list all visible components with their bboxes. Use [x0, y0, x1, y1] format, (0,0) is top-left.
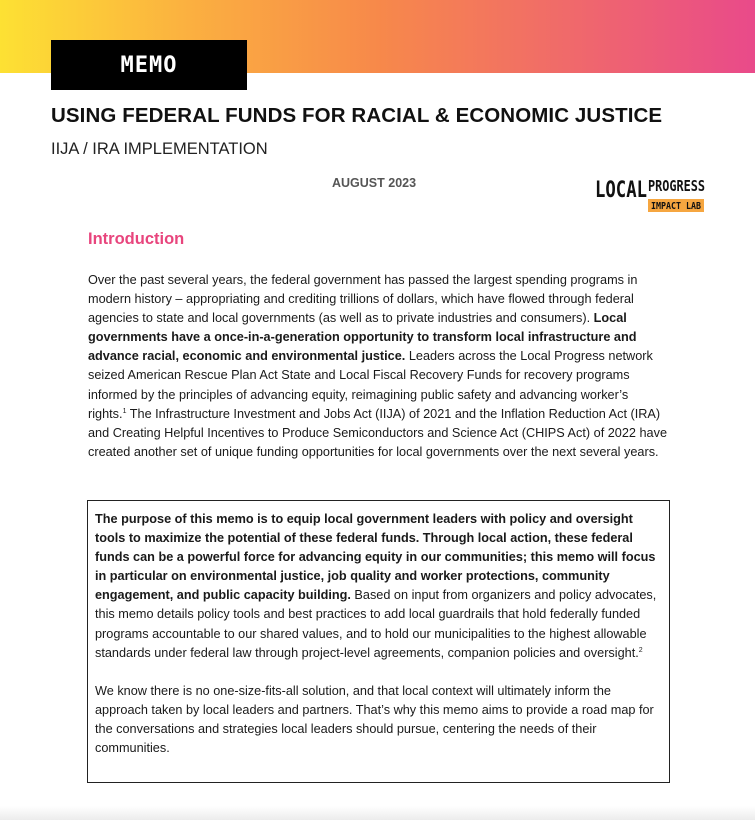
logo-impact-lab: IMPACT LAB [651, 201, 701, 212]
callout-bold-statement: The purpose of this memo is to equip local government leaders with policy and oversight tools to maximize the potential of these federal funds. Through local action, these federal funds can be a powerful force for advancing equity in our communities; this memo will focus in particular on environmental justice, job quality and worker protections, community engagement, and public capacity building. [95, 512, 656, 603]
document-date: AUGUST 2023 [332, 176, 417, 190]
callout-paragraph-1 [95, 510, 663, 663]
document-subtitle: IIJA / IRA IMPLEMENTATION [51, 140, 268, 158]
page-bottom-shadow [0, 806, 755, 820]
logo-word-progress: PROGRESS [648, 177, 705, 195]
memo-tag-label: MEMO [120, 52, 178, 78]
callout-paragraph-2: We know there is no one-size-fits-all solution, and that local context will ultimately inform the approach taken by local leaders and partners. That’s why this memo aims to provide a road map for the conversations and strategies local leaders should pursue, centering the needs of their communities. [95, 683, 654, 756]
introduction-paragraph [88, 271, 670, 462]
document-title: USING FEDERAL FUNDS FOR RACIAL & ECONOMIC JUSTICE [51, 104, 663, 127]
memo-tag [51, 40, 247, 90]
footnote-ref-2[interactable]: 2 [638, 646, 643, 654]
purpose-callout-box [87, 500, 670, 783]
intro-text-part-2: Leaders across the Local Progress network seized American Rescue Plan Act State and Local Fiscal Recovery Funds for recovery programs informed by the principles of advancing equity, reimagining public safety and advancing worker’s rights. [88, 349, 653, 421]
intro-text-part-1: Over the past several years, the federal government has passed the largest spending programs in modern history – appropriating and crediting trillions of dollars, which have flowed through federal agencies to state and local governments (as well as to private industries and consumers). [88, 273, 638, 326]
introduction-heading: Introduction [88, 230, 185, 248]
intro-bold-statement: Local governments have a once-in-a-generation opportunity to transform local infrastructure and advance racial, economic and environmental justice. [88, 311, 637, 364]
logo-word-local: LOCAL [595, 178, 647, 203]
intro-text-part-3: The Infrastructure Investment and Jobs Act (IIJA) of 2021 and the Inflation Reduction Act (IRA) and Creating Helpful Incentives to Produce Semiconductors and Science Act (CHIPS Act) of 2022 have created another set of unique funding opportunities for local governments over the next several years. [88, 406, 668, 459]
local-progress-logo [595, 176, 707, 214]
footnote-ref-1[interactable]: 1 [122, 407, 127, 415]
callout-text: Based on input from organizers and policy advocates, this memo details policy tools and best practices to add local guardrails that hold federally funded programs accountable to our shared values, and to hold our municipalities to the highest allowable standards under federal law through project-level agreements, companion policies and oversight. [95, 588, 657, 660]
